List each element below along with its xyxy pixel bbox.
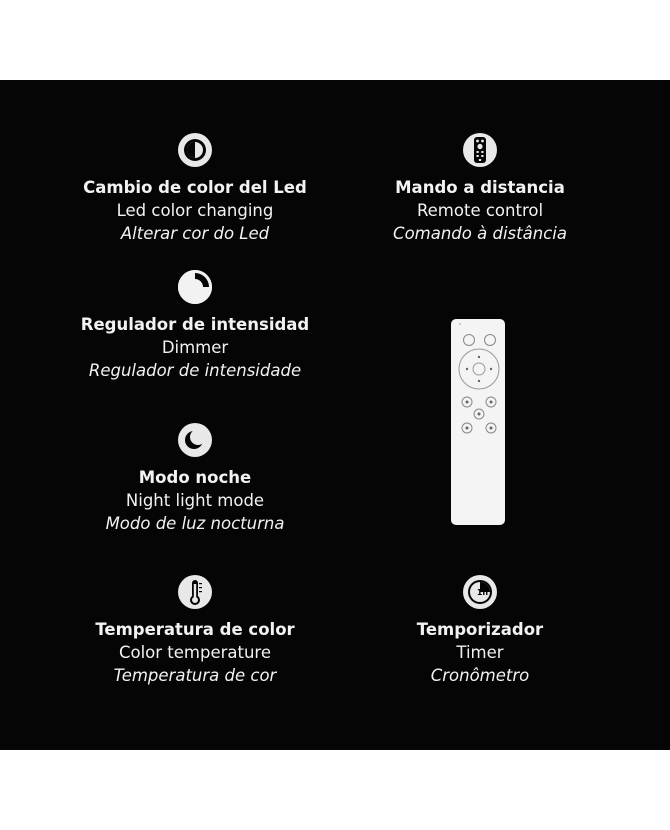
timer-hour-label: 1h [476, 588, 489, 597]
feature-title: Regulador de intensidad [80, 315, 310, 334]
feature-title: Temporizador [416, 620, 544, 639]
dimmer-icon [177, 269, 213, 305]
feature-portuguese: Comando à distância [393, 224, 567, 243]
led-color-icon [177, 132, 213, 168]
remote-control-image [450, 318, 506, 526]
feature-title: Mando a distancia [395, 178, 565, 197]
feature-title: Cambio de color del Led [83, 178, 307, 197]
feature-english: Remote control [416, 201, 544, 220]
feature-title: Temperatura de color [95, 620, 295, 639]
feature-portuguese: Modo de luz nocturna [105, 514, 285, 533]
feature-title: Modo noche [138, 468, 252, 487]
moon-icon [177, 422, 213, 458]
feature-timer [330, 574, 630, 687]
feature-night-light [45, 422, 345, 535]
feature-portuguese: Cronômetro [430, 666, 530, 685]
feature-dimmer [45, 269, 345, 382]
feature-english: Led color changing [116, 201, 274, 220]
feature-english: Color temperature [118, 643, 272, 662]
feature-portuguese: Regulador de intensidade [88, 361, 302, 380]
feature-portuguese: Temperatura de cor [113, 666, 277, 685]
feature-led-color [45, 132, 345, 245]
feature-portuguese: Alterar cor do Led [120, 224, 270, 243]
feature-english: Night light mode [125, 491, 265, 510]
feature-color-temperature [45, 574, 345, 687]
remote-control-icon [462, 132, 498, 168]
feature-english: Dimmer [161, 338, 229, 357]
feature-panel [0, 80, 670, 750]
thermometer-icon [177, 574, 213, 610]
feature-english: Timer [456, 643, 504, 662]
feature-remote-control [330, 132, 630, 245]
timer-icon [462, 574, 498, 610]
